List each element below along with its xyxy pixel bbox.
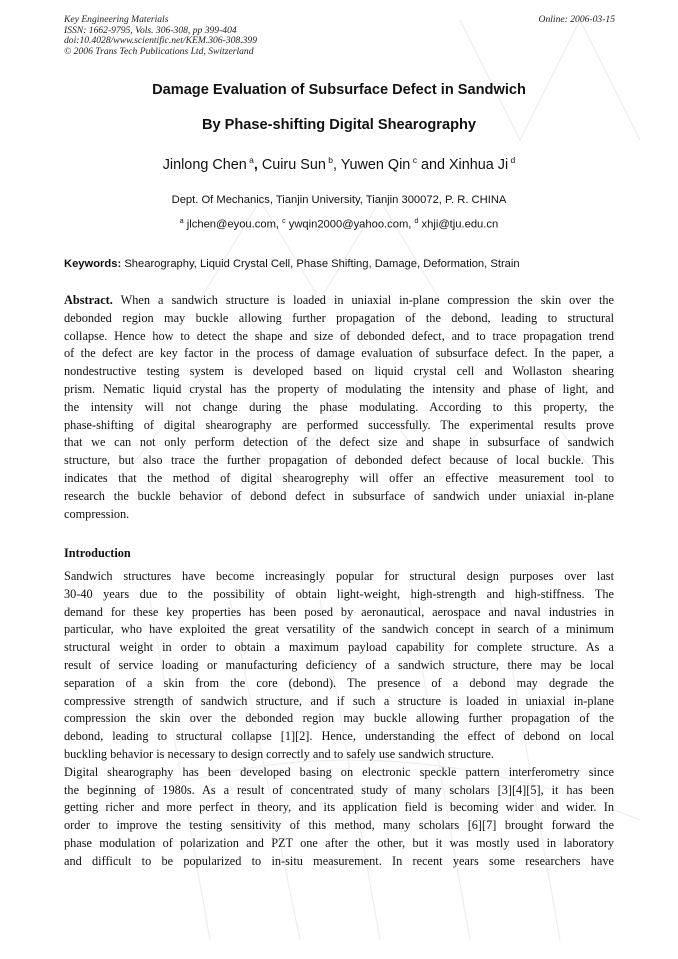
doi-line: doi:10.4028/www.scientific.net/KEM.306-308.399: [64, 35, 258, 46]
intro-line: Digital shearography has been developed basing on electronic speckle pattern interferometry since: [64, 764, 614, 779]
intro-line: order to improve the testing sensitivity of this method, many scholars [6][7] brought forward the: [64, 818, 614, 833]
intro-line: compressive strength of sandwich structure, and if such a structure is loaded in uniaxial in-plane: [64, 693, 614, 708]
email-address: jlchen@eyou.com,: [186, 218, 279, 231]
email-address: xhji@tju.edu.cn: [421, 218, 499, 231]
abstract: [64, 292, 614, 523]
abstract-first-text: When a sandwich structure is loaded in uniaxial in-plane compression the skin over the: [120, 293, 614, 307]
abstract-line: indicates that the method of digital shearogrephy will offer an effective measurement tool to: [64, 470, 614, 485]
abstract-line: research the buckle behavior of debond defect in subsurface of sandwich under uniaxial in-plane: [64, 488, 614, 503]
intro-line: getting richer and more perfect in theory, and its application field is becoming wider and wider. In: [64, 800, 614, 815]
author-mark: a: [249, 155, 254, 165]
copyright-line: © 2006 Trans Tech Publications Ltd, Switzerland: [64, 45, 254, 57]
abstract-line: phase-shifting of digital shearography are performed successfully. The experimental results prove: [64, 417, 614, 432]
abstract-line: the intensity will not change during the phase modulating. According to this property, the: [64, 399, 614, 414]
intro-line: 30-40 years due to the possibility of obtain light-weight, high-strength and high-stiffness. The: [64, 586, 614, 601]
paper-title-line-1: Damage Evaluation of Subsurface Defect in Sandwich: [152, 82, 526, 98]
abstract-label: Abstract.: [64, 293, 113, 307]
abstract-line: that we can not only perform detection of the defect size and shape in subsurface of sandwich: [64, 435, 614, 450]
intro-line: phase modulation of polarization and PZT one after the other, but it was mostly used in laboratory: [64, 835, 614, 850]
intro-line: Sandwich structures have become increasingly popular for structural design purposes over last: [64, 569, 614, 583]
issn-line: ISSN: 1662-9795, Vols. 306-308, pp 399-404: [64, 24, 237, 36]
abstract-line: collapse. Hence how to detect the shape and size of debonded defect, and to trace propagation trend: [64, 328, 614, 343]
keywords-label: Keywords:: [64, 258, 122, 270]
keywords: [64, 258, 624, 270]
intro-line: demand for these key properties has been posed by aeronautical, aerospace and naval industries in: [64, 604, 614, 619]
author-name: Jinlong Chen: [162, 156, 247, 173]
abstract-line-0: [64, 292, 614, 310]
intro-line: and difficult to be popularized to in-situ measurement. In recent years some researchers have: [64, 853, 614, 868]
abstract-line: of the defect are key factor in the process of damage evaluation of subsurface defect. In the paper, a: [64, 346, 614, 361]
author-list: [0, 155, 678, 173]
journal-header: [64, 15, 257, 57]
author-mark: d: [510, 155, 516, 165]
intro-line: compression the skin over the debonded region may buckle allowing further propagation of the: [64, 711, 614, 726]
online-date: Online: 2006-03-15: [538, 14, 615, 25]
email-mark: d: [414, 218, 419, 225]
author-separator: ,: [253, 156, 258, 173]
intro-line: particular, who have exploited the great versatility of the sandwich concept in search of a minimum: [64, 622, 614, 637]
intro-line: result of service loading or manufacturing deficiency of a sandwich structure, there may be local: [64, 657, 614, 672]
affiliation: Dept. Of Mechanics, Tianjin University, Tianjin 300072, P. R. CHINA: [171, 194, 507, 206]
author-mark: b: [328, 155, 333, 165]
intro-line: the beginning of 1980s. As a result of concentrated study of many scholars [3][4][5], it has been: [64, 782, 614, 797]
intro-line: separation of a skin from the core (debond). The presence of a debond may degrade the: [64, 675, 614, 690]
intro-line: buckling behavior is necessary to design correctly and to safely use sandwich structure.: [64, 746, 494, 761]
email-mark: c: [282, 218, 286, 225]
author-name: Cuiru Sun: [261, 156, 326, 173]
abstract-line: nondestructive testing system is developed based on liquid crystal cell and Wollaston shearing: [64, 364, 614, 379]
keywords-text: Shearography, Liquid Crystal Cell, Phase Shifting, Damage, Deformation, Strain: [124, 258, 520, 270]
email-address: ywqin2000@yahoo.com,: [288, 218, 412, 231]
intro-line: structural weight in order to obtain a maximum payload capability for complete structure. As a: [64, 640, 614, 655]
intro-line: debond, leading to structural collapse [1][2]. Hence, understanding the effect of debond on local: [64, 729, 614, 744]
abstract-line: debonded region may buckle allowing further propagation of the debond, leading to structural: [64, 310, 614, 325]
journal-name: Key Engineering Materials: [64, 14, 169, 25]
email-mark: a: [179, 218, 184, 225]
paper-title-line-2: By Phase-shifting Digital Shearography: [201, 117, 477, 133]
author-name: Xinhua Ji: [448, 156, 509, 173]
abstract-line: prism. Nematic liquid crystal has the property of modulating the intensity and phase of light, and: [64, 381, 614, 396]
author-separator: ,: [332, 156, 337, 173]
author-and: and: [420, 156, 445, 173]
introduction-body: [64, 568, 614, 871]
abstract-line: compression.: [64, 506, 130, 521]
author-name: Yuwen Qin: [340, 156, 411, 173]
author-mark: c: [412, 155, 417, 165]
abstract-line: structure, but also trace the further propagation of debonded defect because of local buckle. This: [64, 453, 614, 468]
introduction-heading: Introduction: [64, 546, 131, 560]
email-list: [0, 218, 678, 231]
